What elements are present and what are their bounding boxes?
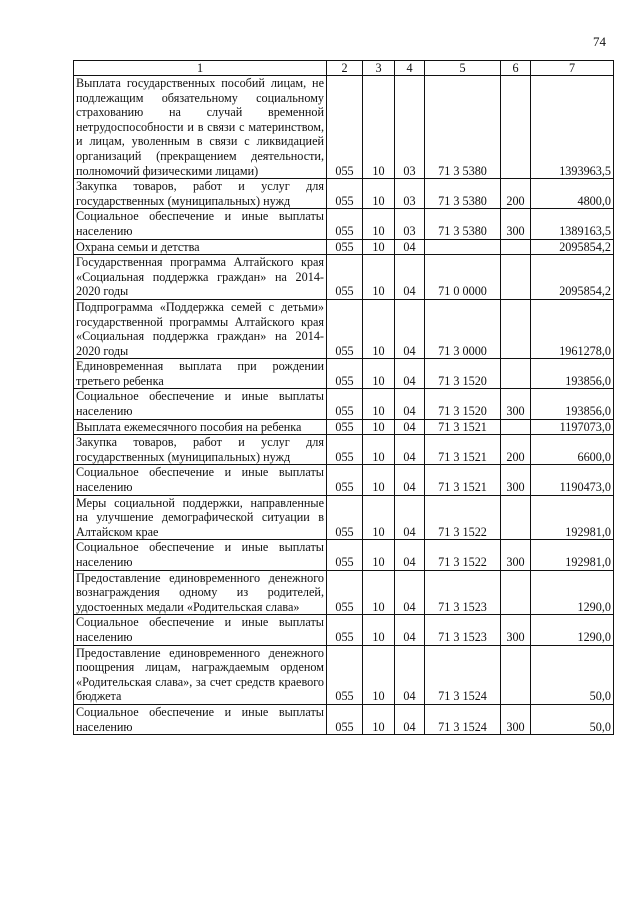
target-item-code: 71 0 0000: [425, 255, 501, 300]
row-name: Подпрограмма «Поддержка семей с детьми» государственной программы Алтайского края «Социальная поддержка граждан» на 2014-2020 годы: [74, 299, 327, 358]
expense-type-code: [501, 495, 531, 540]
admin-code: 055: [327, 645, 363, 704]
section-code: 10: [363, 465, 395, 495]
admin-code: 055: [327, 389, 363, 419]
table-row: [74, 76, 614, 179]
subsection-code: 04: [395, 540, 425, 570]
page-number: 74: [593, 34, 606, 49]
subsection-code: 04: [395, 435, 425, 465]
amount: 1190473,0: [531, 465, 614, 495]
table-row: [74, 209, 614, 239]
table-row: [74, 540, 614, 570]
expense-type-code: 300: [501, 389, 531, 419]
table-row: [74, 704, 614, 734]
expense-type-code: [501, 645, 531, 704]
column-header: 4: [395, 61, 425, 76]
admin-code: 055: [327, 255, 363, 300]
table-row: [74, 179, 614, 209]
target-item-code: 71 3 1520: [425, 359, 501, 389]
column-header: 6: [501, 61, 531, 76]
subsection-code: 04: [395, 419, 425, 435]
amount: 6600,0: [531, 435, 614, 465]
amount: 1393963,5: [531, 76, 614, 179]
subsection-code: 04: [395, 389, 425, 419]
section-code: 10: [363, 419, 395, 435]
section-code: 10: [363, 570, 395, 615]
target-item-code: 71 3 0000: [425, 299, 501, 358]
amount: 2095854,2: [531, 255, 614, 300]
target-item-code: 71 3 1523: [425, 615, 501, 645]
subsection-code: 03: [395, 76, 425, 179]
row-name: Социальное обеспечение и иные выплаты населению: [74, 704, 327, 734]
admin-code: 055: [327, 239, 363, 255]
table-row: [74, 615, 614, 645]
amount: 193856,0: [531, 359, 614, 389]
admin-code: 055: [327, 359, 363, 389]
expense-type-code: 300: [501, 465, 531, 495]
row-name: Единовременная выплата при рождении третьего ребенка: [74, 359, 327, 389]
expense-type-code: 300: [501, 615, 531, 645]
target-item-code: 71 3 1524: [425, 645, 501, 704]
admin-code: 055: [327, 419, 363, 435]
table-row: [74, 359, 614, 389]
row-name: Социальное обеспечение и иные выплаты населению: [74, 465, 327, 495]
admin-code: 055: [327, 435, 363, 465]
section-code: 10: [363, 209, 395, 239]
subsection-code: 04: [395, 615, 425, 645]
row-name: Выплата государственных пособий лицам, не подлежащим обязательному социальному страхованию на случай временной нетрудоспособности и в связи с материнством, и лицам, уволенным в связи с ликвидацией организаций (прекращением деятельности, полномочий физическими лицами): [74, 76, 327, 179]
admin-code: 055: [327, 76, 363, 179]
section-code: 10: [363, 495, 395, 540]
table-body: [74, 76, 614, 735]
column-header: 7: [531, 61, 614, 76]
section-code: 10: [363, 255, 395, 300]
admin-code: 055: [327, 495, 363, 540]
expense-type-code: 300: [501, 209, 531, 239]
section-code: 10: [363, 359, 395, 389]
row-name: Закупка товаров, работ и услуг для государственных (муниципальных) нужд: [74, 179, 327, 209]
target-item-code: 71 3 1520: [425, 389, 501, 419]
row-name: Социальное обеспечение и иные выплаты населению: [74, 615, 327, 645]
expense-type-code: [501, 359, 531, 389]
subsection-code: 03: [395, 209, 425, 239]
table-row: [74, 645, 614, 704]
expense-type-code: 200: [501, 179, 531, 209]
table-row: [74, 419, 614, 435]
expense-type-code: [501, 299, 531, 358]
row-name: Охрана семьи и детства: [74, 239, 327, 255]
amount: 1961278,0: [531, 299, 614, 358]
row-name: Закупка товаров, работ и услуг для государственных (муниципальных) нужд: [74, 435, 327, 465]
section-code: 10: [363, 299, 395, 358]
column-header: 5: [425, 61, 501, 76]
subsection-code: 04: [395, 239, 425, 255]
admin-code: 055: [327, 465, 363, 495]
admin-code: 055: [327, 179, 363, 209]
expense-type-code: [501, 76, 531, 179]
target-item-code: 71 3 1523: [425, 570, 501, 615]
budget-table: [73, 60, 614, 735]
target-item-code: 71 3 1522: [425, 540, 501, 570]
expense-type-code: [501, 570, 531, 615]
subsection-code: 04: [395, 465, 425, 495]
row-name: Государственная программа Алтайского края «Социальная поддержка граждан» на 2014-2020 годы: [74, 255, 327, 300]
row-name: Социальное обеспечение и иные выплаты населению: [74, 389, 327, 419]
target-item-code: 71 3 1521: [425, 465, 501, 495]
admin-code: 055: [327, 704, 363, 734]
section-code: 10: [363, 389, 395, 419]
amount: 50,0: [531, 645, 614, 704]
amount: 1389163,5: [531, 209, 614, 239]
target-item-code: 71 3 1521: [425, 435, 501, 465]
subsection-code: 04: [395, 255, 425, 300]
amount: 1197073,0: [531, 419, 614, 435]
target-item-code: 71 3 5380: [425, 76, 501, 179]
table-row: [74, 495, 614, 540]
table-row: [74, 435, 614, 465]
subsection-code: 04: [395, 570, 425, 615]
table-row: [74, 299, 614, 358]
target-item-code: 71 3 1522: [425, 495, 501, 540]
amount: 192981,0: [531, 495, 614, 540]
admin-code: 055: [327, 299, 363, 358]
expense-type-code: [501, 255, 531, 300]
expense-type-code: 200: [501, 435, 531, 465]
subsection-code: 04: [395, 359, 425, 389]
amount: 1290,0: [531, 570, 614, 615]
target-item-code: 71 3 5380: [425, 209, 501, 239]
row-name: Социальное обеспечение и иные выплаты населению: [74, 209, 327, 239]
section-code: 10: [363, 540, 395, 570]
subsection-code: 04: [395, 495, 425, 540]
section-code: 10: [363, 239, 395, 255]
row-name: Предоставление единовременного денежного вознаграждения одному из родителей, удостоенных медали «Родительская слава»: [74, 570, 327, 615]
table-row: [74, 570, 614, 615]
admin-code: 055: [327, 540, 363, 570]
target-item-code: 71 3 1524: [425, 704, 501, 734]
amount: 2095854,2: [531, 239, 614, 255]
amount: 4800,0: [531, 179, 614, 209]
expense-type-code: [501, 419, 531, 435]
admin-code: 055: [327, 615, 363, 645]
section-code: 10: [363, 704, 395, 734]
table-header-row: [74, 61, 614, 76]
table-row: [74, 255, 614, 300]
section-code: 10: [363, 76, 395, 179]
section-code: 10: [363, 615, 395, 645]
column-header: 3: [363, 61, 395, 76]
target-item-code: 71 3 5380: [425, 179, 501, 209]
amount: 192981,0: [531, 540, 614, 570]
admin-code: 055: [327, 570, 363, 615]
row-name: Выплата ежемесячного пособия на ребенка: [74, 419, 327, 435]
subsection-code: 03: [395, 179, 425, 209]
target-item-code: [425, 239, 501, 255]
amount: 193856,0: [531, 389, 614, 419]
row-name: Меры социальной поддержки, направленные на улучшение демографической ситуации в Алтайском крае: [74, 495, 327, 540]
row-name: Предоставление единовременного денежного поощрения лицам, награждаемым орденом «Родительская слава», за счет средств краевого бюджета: [74, 645, 327, 704]
subsection-code: 04: [395, 645, 425, 704]
table-row: [74, 239, 614, 255]
expense-type-code: 300: [501, 704, 531, 734]
section-code: 10: [363, 435, 395, 465]
column-header: 2: [327, 61, 363, 76]
table-row: [74, 389, 614, 419]
target-item-code: 71 3 1521: [425, 419, 501, 435]
expense-type-code: 300: [501, 540, 531, 570]
column-header: 1: [74, 61, 327, 76]
subsection-code: 04: [395, 299, 425, 358]
section-code: 10: [363, 645, 395, 704]
amount: 50,0: [531, 704, 614, 734]
expense-type-code: [501, 239, 531, 255]
subsection-code: 04: [395, 704, 425, 734]
admin-code: 055: [327, 209, 363, 239]
section-code: 10: [363, 179, 395, 209]
amount: 1290,0: [531, 615, 614, 645]
table-row: [74, 465, 614, 495]
row-name: Социальное обеспечение и иные выплаты населению: [74, 540, 327, 570]
